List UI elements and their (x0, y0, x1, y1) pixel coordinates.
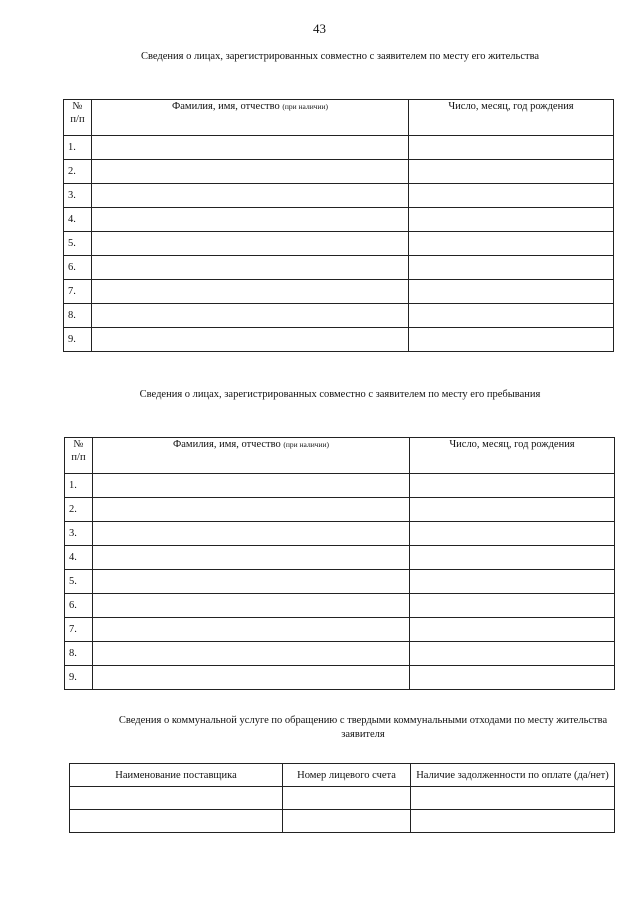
header-full-name (93, 438, 410, 474)
section-title-residence: Сведения о лицах, зарегистрированных совместно с заявителем по месту его жительства (140, 51, 540, 62)
birth-date-cell[interactable] (409, 256, 614, 280)
row-number: 2. (64, 160, 92, 184)
header-full-name-label: Фамилия, имя, отчество (171, 101, 280, 112)
header-number (65, 438, 93, 474)
section-title-waste-line2: заявителя (341, 729, 385, 740)
table-waste-service (69, 763, 615, 833)
full-name-cell[interactable] (93, 594, 410, 618)
table-row (65, 498, 615, 522)
table-row (70, 787, 615, 810)
header-number (64, 100, 92, 136)
row-number: 6. (65, 594, 93, 618)
birth-date-cell[interactable] (410, 522, 615, 546)
table-row (64, 256, 614, 280)
full-name-cell[interactable] (92, 232, 409, 256)
full-name-cell[interactable] (93, 522, 410, 546)
row-number: 5. (65, 570, 93, 594)
birth-date-cell[interactable] (409, 328, 614, 352)
full-name-cell[interactable] (93, 498, 410, 522)
header-full-name (92, 100, 409, 136)
full-name-cell[interactable] (93, 642, 410, 666)
header-number-label: п/п (70, 114, 85, 125)
row-number: 2. (65, 498, 93, 522)
header-account-number: Номер лицевого счета (283, 764, 411, 787)
full-name-cell[interactable] (92, 160, 409, 184)
table-row (64, 136, 614, 160)
birth-date-cell[interactable] (409, 232, 614, 256)
supplier-name-cell[interactable] (70, 787, 283, 810)
row-number: 9. (64, 328, 92, 352)
full-name-cell[interactable] (93, 474, 410, 498)
header-full-name-note: (при наличии) (283, 440, 330, 449)
header-supplier-name: Наименование поставщика (70, 764, 283, 787)
birth-date-cell[interactable] (409, 160, 614, 184)
section-title-stay: Сведения о лицах, зарегистрированных совместно с заявителем по месту его пребывания (139, 389, 541, 400)
table-stay (64, 437, 615, 690)
table-row (65, 570, 615, 594)
row-number: 9. (65, 666, 93, 690)
row-number: 5. (64, 232, 92, 256)
table-row (65, 642, 615, 666)
full-name-cell[interactable] (92, 328, 409, 352)
birth-date-cell[interactable] (409, 304, 614, 328)
row-number: 3. (64, 184, 92, 208)
table-row (65, 618, 615, 642)
page-number: 43 (313, 21, 326, 36)
full-name-cell[interactable] (92, 256, 409, 280)
birth-date-cell[interactable] (410, 666, 615, 690)
birth-date-cell[interactable] (409, 184, 614, 208)
row-number: 4. (65, 546, 93, 570)
header-full-name-note: (при наличии) (282, 102, 329, 111)
full-name-cell[interactable] (92, 208, 409, 232)
birth-date-cell[interactable] (410, 594, 615, 618)
table-row (64, 232, 614, 256)
account-number-cell[interactable] (283, 787, 411, 810)
header-debt-status: Наличие задолженности по оплате (да/нет) (411, 764, 615, 787)
full-name-cell[interactable] (92, 184, 409, 208)
debt-status-cell[interactable] (411, 810, 615, 833)
birth-date-cell[interactable] (409, 280, 614, 304)
row-number: 1. (65, 474, 93, 498)
header-number-symbol: № (73, 439, 84, 450)
row-number: 6. (64, 256, 92, 280)
birth-date-cell[interactable] (409, 136, 614, 160)
birth-date-cell[interactable] (410, 498, 615, 522)
header-full-name-label: Фамилия, имя, отчество (172, 439, 281, 450)
full-name-cell[interactable] (93, 546, 410, 570)
table-row (64, 280, 614, 304)
supplier-name-cell[interactable] (70, 810, 283, 833)
birth-date-cell[interactable] (410, 546, 615, 570)
full-name-cell[interactable] (93, 666, 410, 690)
table-residence (63, 99, 614, 352)
full-name-cell[interactable] (92, 304, 409, 328)
row-number: 7. (64, 280, 92, 304)
table-row (64, 184, 614, 208)
table-row (64, 328, 614, 352)
header-number-symbol: № (72, 101, 83, 112)
row-number: 3. (65, 522, 93, 546)
birth-date-cell[interactable] (410, 474, 615, 498)
table-row (64, 160, 614, 184)
table-row (65, 474, 615, 498)
table-row (64, 304, 614, 328)
header-number-label: п/п (71, 452, 86, 463)
full-name-cell[interactable] (92, 136, 409, 160)
birth-date-cell[interactable] (409, 208, 614, 232)
section-title-waste (100, 714, 626, 742)
birth-date-cell[interactable] (410, 570, 615, 594)
header-birth-date: Число, месяц, год рождения (409, 100, 614, 136)
table-row (64, 208, 614, 232)
row-number: 8. (65, 642, 93, 666)
account-number-cell[interactable] (283, 810, 411, 833)
row-number: 8. (64, 304, 92, 328)
table-row (70, 810, 615, 833)
birth-date-cell[interactable] (410, 642, 615, 666)
full-name-cell[interactable] (92, 280, 409, 304)
row-number: 1. (64, 136, 92, 160)
table-row (65, 666, 615, 690)
row-number: 7. (65, 618, 93, 642)
table-row (65, 546, 615, 570)
table-row (65, 522, 615, 546)
full-name-cell[interactable] (93, 618, 410, 642)
birth-date-cell[interactable] (410, 618, 615, 642)
section-title-waste-line1: Сведения о коммунальной услуге по обращению с твердыми коммунальными отходами по месту жительства (118, 715, 608, 726)
header-birth-date: Число, месяц, год рождения (410, 438, 615, 474)
debt-status-cell[interactable] (411, 787, 615, 810)
row-number: 4. (64, 208, 92, 232)
table-row (65, 594, 615, 618)
full-name-cell[interactable] (93, 570, 410, 594)
